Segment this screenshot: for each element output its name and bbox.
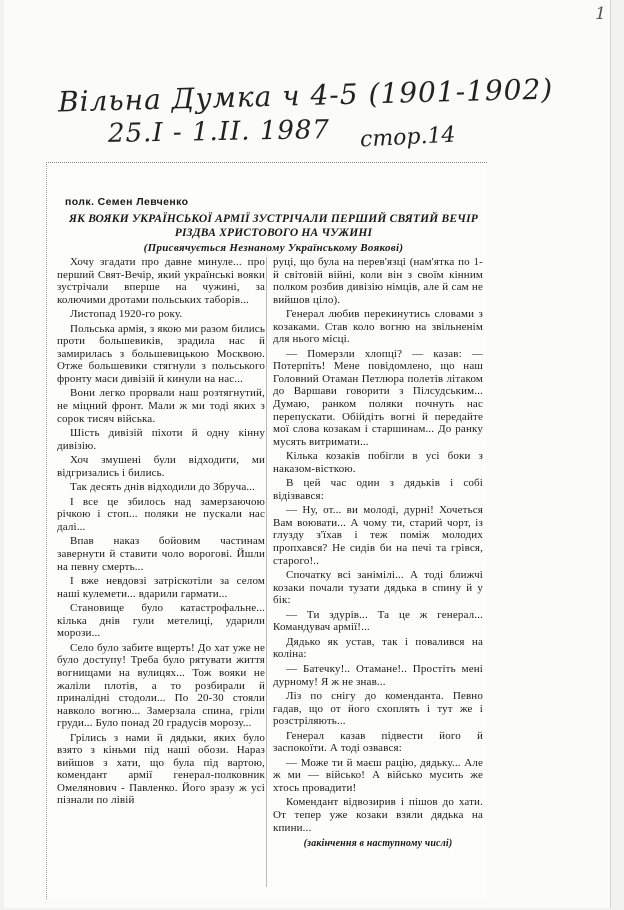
paragraph: Листопад 1920-го року. (70, 308, 183, 321)
paragraph: — Ну, от... ви молоді, дурні! Хочеться Вам воювати... А чому ти, старий чорт, із глузду з'їхав і теж поміж молодих пропхався? Не сидів би на печі та грівся, старого!.. (273, 504, 483, 567)
paragraph: Впав наказ бойовим частинам завернути й ставити чоло ворогові. Йшли на певну смерть... (57, 535, 265, 573)
paragraph: Вони легко прорвали наш розтягнутий, не міцний фронт. Мали ж ми тоді яких з сорок тисяч війська. (57, 387, 265, 425)
paragraph: Шість дивізій піхоти й одну кінну дивізію. (57, 427, 265, 452)
paragraph: Польська армія, з якою ми разом бились проти большевиків, зрадила нас й замирилась з большевицькою Москвою. Отже большевики стягнули з польського фронту маси дивізій й кинули на нас... (57, 322, 265, 385)
paragraph: — Ти здурів... Та це ж генерал... Командувач армії!... (273, 608, 483, 634)
paragraph: Село було забите вщерть! До хат уже не було доступу! Треба було рятувати життя вогнищами на вулицях... Тож вояки не жаліли плотів, а то розбирали й приналідні стодоли... По 20-30 стояли навколо вогню... Замерзала спина, гріли груди... Було понад 20 градусів морозу... (57, 641, 265, 730)
column-divider (266, 257, 267, 887)
paragraph: Хочу згадати про давне минуле... про перший Свят-Вечір, який українські вояки зустрічали вперше на чужині, за колючими дротами польських таборів... (57, 256, 265, 306)
paragraph: Генерал казав підвести його й заспокоїти. А тоді озвався: (273, 729, 483, 755)
handwritten-page-ref: стор.14 (359, 122, 457, 153)
right-column (273, 256, 483, 853)
article-author: полк. Семен Левченко (65, 196, 189, 208)
left-column (57, 256, 265, 809)
paragraph: І вже невдовзі затріскотіли за селом наші кулемети... вдарили гармати... (57, 575, 265, 600)
paragraph: — Померзли хлопці? — казав: — Потерпіть! Мене повідомлено, що наш Головний Отаман Петлюра полетів літаком до Варшави говорити з Пілсудським... Думаю, ранком поляки почнуть нас перепускати. Обійдіть вогні й передайте мої слова козакам і старшинам... До ранку мусять витримати... (273, 347, 483, 448)
article-title: ЯК ВОЯКИ УКРАЇНСЬКОЇ АРМІЇ ЗУСТРІЧАЛИ ПЕРШИЙ СВЯТИЙ ВЕЧІР РІЗДВА ХРИСТОВОГО НА ЧУЖИНІ (69, 213, 478, 239)
paragraph: Ліз по снігу до коменданта. Певно гадав, що от його схоплять і тут же і розстріляють... (273, 690, 483, 728)
paragraph: Генерал любив перекинутись словами з козаками. Став коло вогню на звільненім для нього місці. (273, 308, 483, 346)
article-subtitle: (Присвячується Незнаному Українському Воякові) (143, 242, 404, 254)
continuation-note: (закінчення в наступному числі) (303, 838, 453, 850)
newspaper-clipping (46, 162, 487, 899)
paragraph: І все це збилось над замерзаючою річкою і стоп... поляки не пускали нас далі... (57, 495, 265, 533)
paragraph: Так десять днів відходили до Збруча... (70, 481, 256, 494)
paragraph: Хоч змушені були відходити, ми відгризались і бились. (57, 454, 265, 479)
paragraph: Кілька козаків побігли в усі боки з наказом-вісткою. (273, 450, 483, 475)
paragraph: Дядько як устав, так і повалився на коліна: (273, 635, 483, 661)
paragraph: — Батечку!.. Отамане!.. Простіть мені дурному! Я ж не знав... (273, 662, 483, 688)
paragraph: Грілись з нами й дядьки, яких було взято з кіньми під наші обози. Нараз вийшов з хати, що була під вартою, комендант армії генерал-полковник Омелянович - Павленко. Його зразу ж усі пізнали по лівій (57, 731, 265, 807)
page-number: 1 (595, 4, 606, 24)
handwritten-date: 25.I - 1.II. 1987 (107, 115, 331, 149)
paragraph: В цей час один з дядьків і собі відізвався: (273, 477, 483, 502)
handwritten-source: Вільна Думка ч 4-5 (1901-1902) (57, 72, 554, 119)
paragraph: Становище було катастрофальне... кілька днів гули метелиці, ударили морози... (57, 602, 265, 640)
paragraph: — Може ти й маєш рацію, дядьку... Але ж ми — військо! А військо мусить же хтось провадити! (273, 756, 483, 794)
paragraph: Спочатку всі занімілі... А тоді ближчі козаки почали тузати дядька в спину й у бік: (273, 569, 483, 607)
paragraph: Комендант відвозирив і пішов до хати. От тепер уже козаки взяли дядька на кпини... (273, 796, 483, 834)
paragraph: руці, що була на перев'язці (нам'ятка по 1-й світовій війні, коли він з своїм кінним полком розбив дивізію німців, але й сам не вийшов ціло). (273, 256, 483, 306)
